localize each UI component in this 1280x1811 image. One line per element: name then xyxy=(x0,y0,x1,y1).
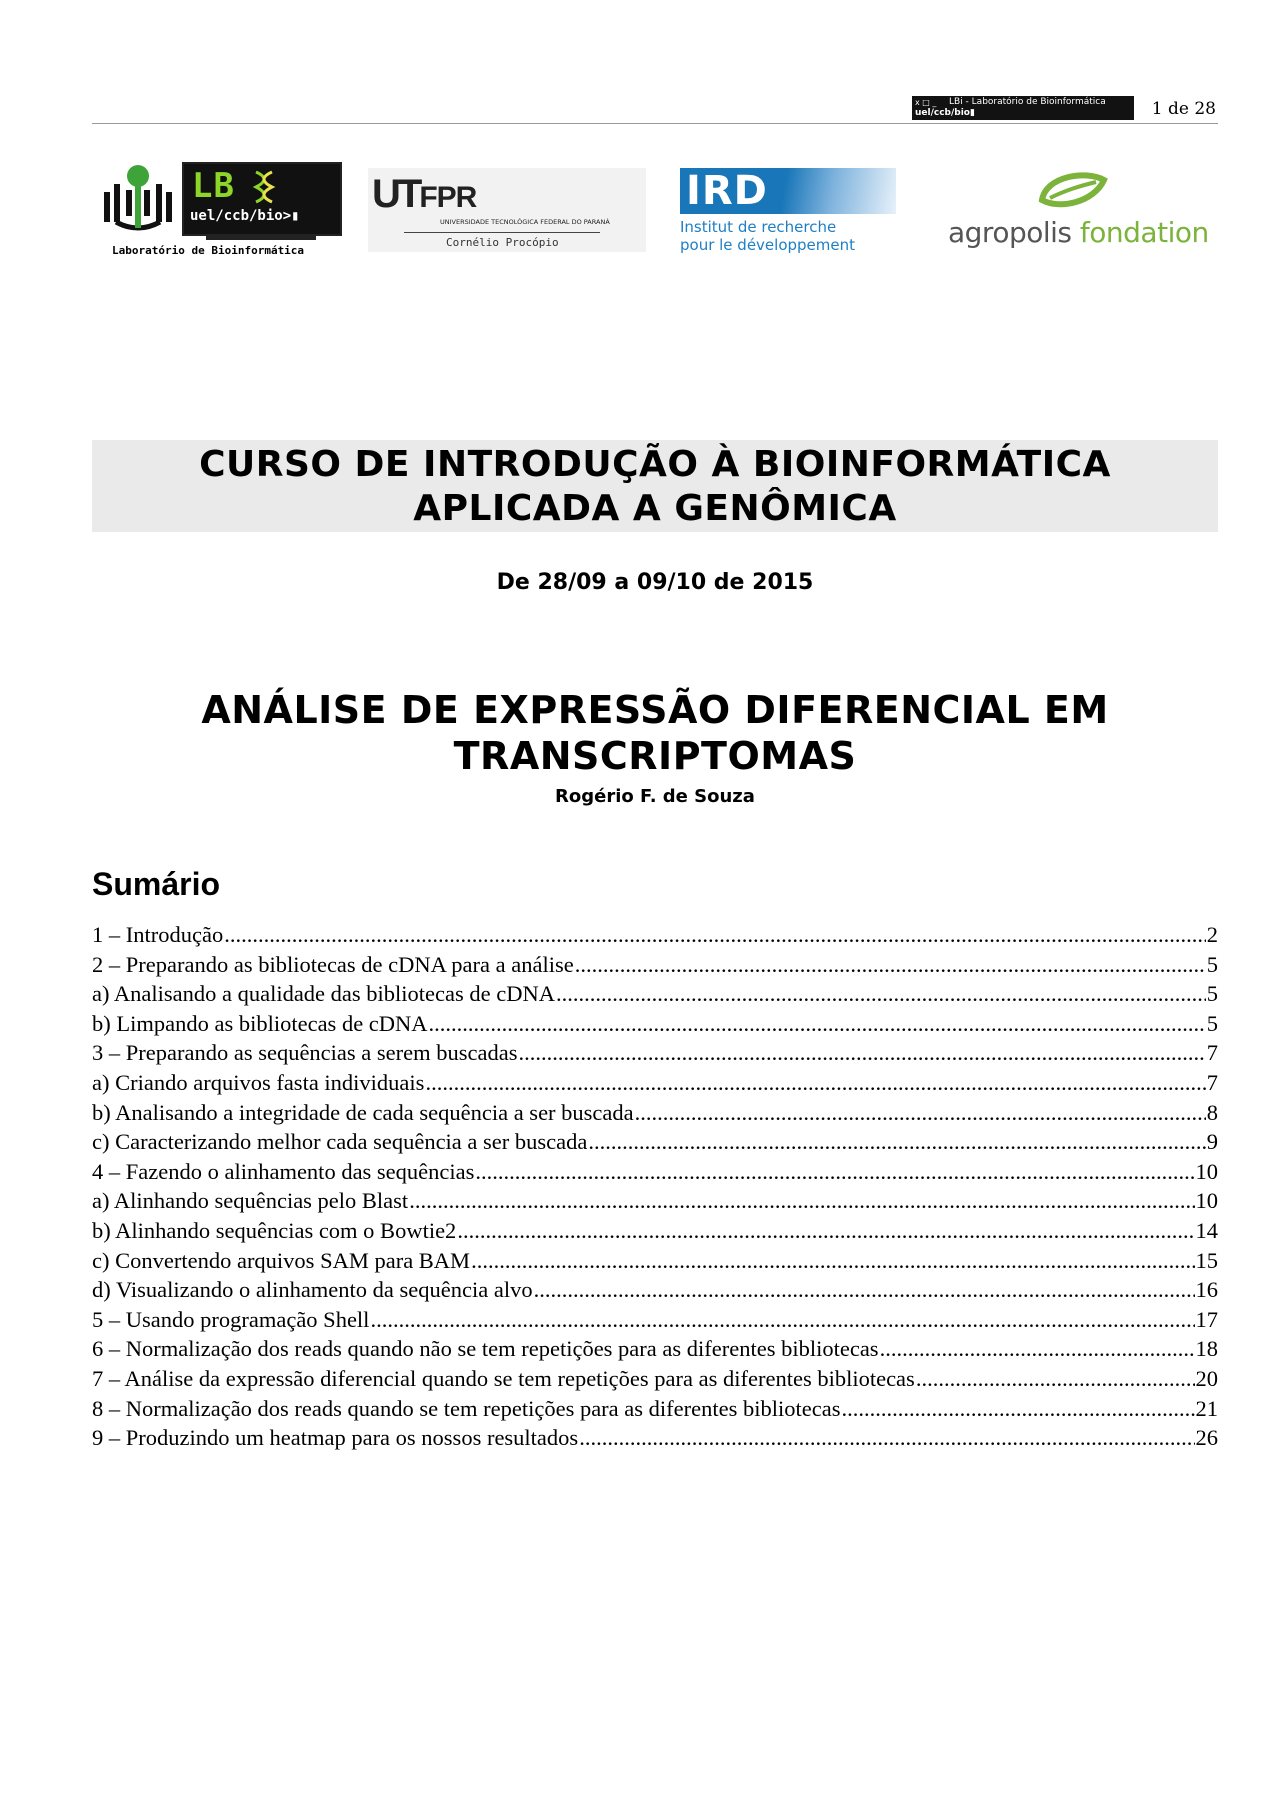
toc-leader-dots xyxy=(409,1186,1194,1216)
utfpr-mark-suffix: FPR xyxy=(419,181,477,214)
toc-entry[interactable] xyxy=(92,1246,1218,1276)
toc-entry-title: 8 – Normalização dos reads quando se tem repetições para as diferentes bibliotecas xyxy=(92,1395,841,1421)
toc-leader-dots xyxy=(841,1394,1194,1424)
ird-logo xyxy=(680,168,896,258)
toc-entry-title: 2 – Preparando as bibliotecas de cDNA para a análise xyxy=(92,951,574,977)
course-title-box xyxy=(92,440,1218,532)
toc-entry[interactable] xyxy=(92,1364,1218,1394)
toc-entry[interactable] xyxy=(92,1275,1218,1305)
toc-entry[interactable] xyxy=(92,979,1218,1009)
fondation-word: fondation xyxy=(1079,216,1209,249)
toc-leader-dots xyxy=(556,979,1206,1009)
toc-entry-title: b) Alinhando sequências com o Bowtie2 xyxy=(92,1217,457,1243)
utfpr-campus: Cornélio Procópio xyxy=(446,236,559,249)
toc-entry[interactable] xyxy=(92,1186,1218,1216)
toc-entry-title: b) Analisando a integridade de cada sequência a ser buscada xyxy=(92,1099,634,1125)
toc-leader-dots xyxy=(370,1305,1194,1335)
toc-entry-page: 10 xyxy=(1195,1188,1218,1214)
badge-prompt: uel/ccb/bio▮ xyxy=(915,108,975,118)
ird-mark: IRD xyxy=(686,168,768,214)
toc-entry-title: d) Visualizando o alinhamento da sequência alvo xyxy=(92,1277,533,1303)
utfpr-logo xyxy=(368,168,646,252)
toc-entry-page: 9 xyxy=(1206,1129,1218,1155)
dna-icon xyxy=(252,170,276,204)
toc-entry[interactable] xyxy=(92,1009,1218,1039)
toc-leader-dots xyxy=(575,950,1206,980)
page-header xyxy=(92,95,1218,124)
toc-entry-title: c) Caracterizando melhor cada sequência a ser buscada xyxy=(92,1129,588,1155)
toc-entry[interactable] xyxy=(92,1127,1218,1157)
toc-entry-title: 7 – Análise da expressão diferencial quando se tem repetições para as diferentes bibliotecas xyxy=(92,1365,915,1391)
toc-leader-dots xyxy=(588,1127,1205,1157)
toc-entry-title: b) Limpando as bibliotecas de cDNA xyxy=(92,1010,428,1036)
toc-leader-dots xyxy=(635,1098,1206,1128)
utfpr-mark-main: UT xyxy=(372,172,420,216)
page-number: 1 de 28 xyxy=(1151,99,1216,119)
toc-entry-page: 8 xyxy=(1206,1099,1218,1125)
table-of-contents xyxy=(92,920,1218,1453)
toc-leader-dots xyxy=(916,1364,1195,1394)
lbi-logo xyxy=(102,162,340,258)
toc-leader-dots xyxy=(429,1009,1206,1039)
toc-entry-page: 2 xyxy=(1206,922,1218,947)
toc-entry[interactable] xyxy=(92,1038,1218,1068)
toc-entry-title: c) Convertendo arquivos SAM para BAM xyxy=(92,1247,471,1273)
lbi-screen xyxy=(182,162,342,236)
toc-entry-page: 21 xyxy=(1195,1395,1218,1421)
toc-entry-title: a) Analisando a qualidade das bibliotecas de cDNA xyxy=(92,981,555,1007)
document-title-line2: TRANSCRIPTOMAS xyxy=(453,734,857,778)
toc-entry-title: 1 – Introdução xyxy=(92,922,224,947)
document-title-line1: ANÁLISE DE EXPRESSÃO DIFERENCIAL EM xyxy=(201,688,1109,732)
toc-entry-title: a) Criando arquivos fasta individuais xyxy=(92,1069,425,1095)
toc-entry-page: 15 xyxy=(1195,1247,1218,1273)
toc-entry-page: 18 xyxy=(1195,1336,1218,1362)
toc-entry[interactable] xyxy=(92,1394,1218,1424)
toc-leader-dots xyxy=(425,1068,1205,1098)
toc-entry[interactable] xyxy=(92,1068,1218,1098)
lbi-header-badge xyxy=(912,96,1134,120)
agropolis-word: agropolis xyxy=(948,216,1072,249)
author: Rogério F. de Souza xyxy=(555,786,755,807)
toc-entry-page: 26 xyxy=(1195,1425,1218,1451)
toc-entry[interactable] xyxy=(92,1098,1218,1128)
toc-leader-dots xyxy=(579,1423,1194,1453)
utfpr-university-name: UNIVERSIDADE TECNOLÓGICA FEDERAL DO PARANÁ xyxy=(440,218,610,226)
badge-titlebar xyxy=(912,96,1134,108)
toc-leader-dots xyxy=(880,1334,1195,1364)
toc-leader-dots xyxy=(224,920,1206,950)
toc-leader-dots xyxy=(534,1275,1195,1305)
toc-entry[interactable] xyxy=(92,1423,1218,1453)
toc-entry-title: a) Alinhando sequências pelo Blast xyxy=(92,1188,409,1214)
lbi-caption: Laboratório de Bioinformática xyxy=(112,244,305,257)
utfpr-rule xyxy=(404,232,600,233)
course-title-line1: CURSO DE INTRODUÇÃO À BIOINFORMÁTICA xyxy=(199,444,1111,485)
toc-entry-page: 7 xyxy=(1206,1069,1218,1095)
agropolis-wordmark xyxy=(948,216,1209,249)
toc-leader-dots xyxy=(471,1246,1194,1276)
badge-title: LBi - Laboratório de Bioinformática xyxy=(949,97,1106,107)
utfpr-mark xyxy=(372,172,476,217)
toc-entry-title: 5 – Usando programação Shell xyxy=(92,1306,370,1332)
toc-leader-dots xyxy=(475,1157,1194,1187)
toc-entry-page: 10 xyxy=(1195,1158,1218,1184)
toc-entry-page: 5 xyxy=(1206,1010,1218,1036)
lbi-prompt: uel/ccb/bio>▮ xyxy=(190,208,300,224)
toc-entry[interactable] xyxy=(92,950,1218,980)
toc-entry-page: 5 xyxy=(1206,981,1218,1007)
toc-entry-page: 16 xyxy=(1195,1277,1218,1303)
toc-entry[interactable] xyxy=(92,920,1218,950)
toc-entry-page: 20 xyxy=(1195,1365,1218,1391)
leaf-icon xyxy=(1036,170,1110,214)
uel-emblem-icon xyxy=(102,162,174,234)
toc-entry[interactable] xyxy=(92,1216,1218,1246)
toc-entry[interactable] xyxy=(92,1305,1218,1335)
window-controls-icon: x □ _ xyxy=(915,97,937,107)
lbi-screen-text: LB xyxy=(192,166,235,206)
toc-entry[interactable] xyxy=(92,1334,1218,1364)
toc-entry-page: 14 xyxy=(1195,1217,1218,1243)
toc-heading: Sumário xyxy=(92,866,221,902)
toc-entry-title: 3 – Preparando as sequências a serem buscadas xyxy=(92,1040,518,1066)
toc-leader-dots xyxy=(518,1038,1205,1068)
toc-leader-dots xyxy=(457,1216,1194,1246)
monitor-stand xyxy=(206,236,316,240)
toc-entry-page: 5 xyxy=(1206,951,1218,977)
course-dates: De 28/09 a 09/10 de 2015 xyxy=(496,570,814,595)
agropolis-logo xyxy=(944,170,1209,254)
course-title-line2: APLICADA A GENÔMICA xyxy=(413,488,897,529)
ird-banner xyxy=(680,168,896,214)
toc-entry-title: 6 – Normalização dos reads quando não se tem repetições para as diferentes bibliotecas xyxy=(92,1336,879,1362)
toc-entry[interactable] xyxy=(92,1157,1218,1187)
ird-line2: pour le développement xyxy=(680,236,856,254)
toc-entry-title: 9 – Produzindo um heatmap para os nossos resultados xyxy=(92,1425,579,1451)
toc-entry-page: 17 xyxy=(1195,1306,1218,1332)
toc-entry-page: 7 xyxy=(1206,1040,1218,1066)
toc-entry-title: 4 – Fazendo o alinhamento das sequências xyxy=(92,1158,475,1184)
ird-line1: Institut de recherche xyxy=(680,218,837,236)
